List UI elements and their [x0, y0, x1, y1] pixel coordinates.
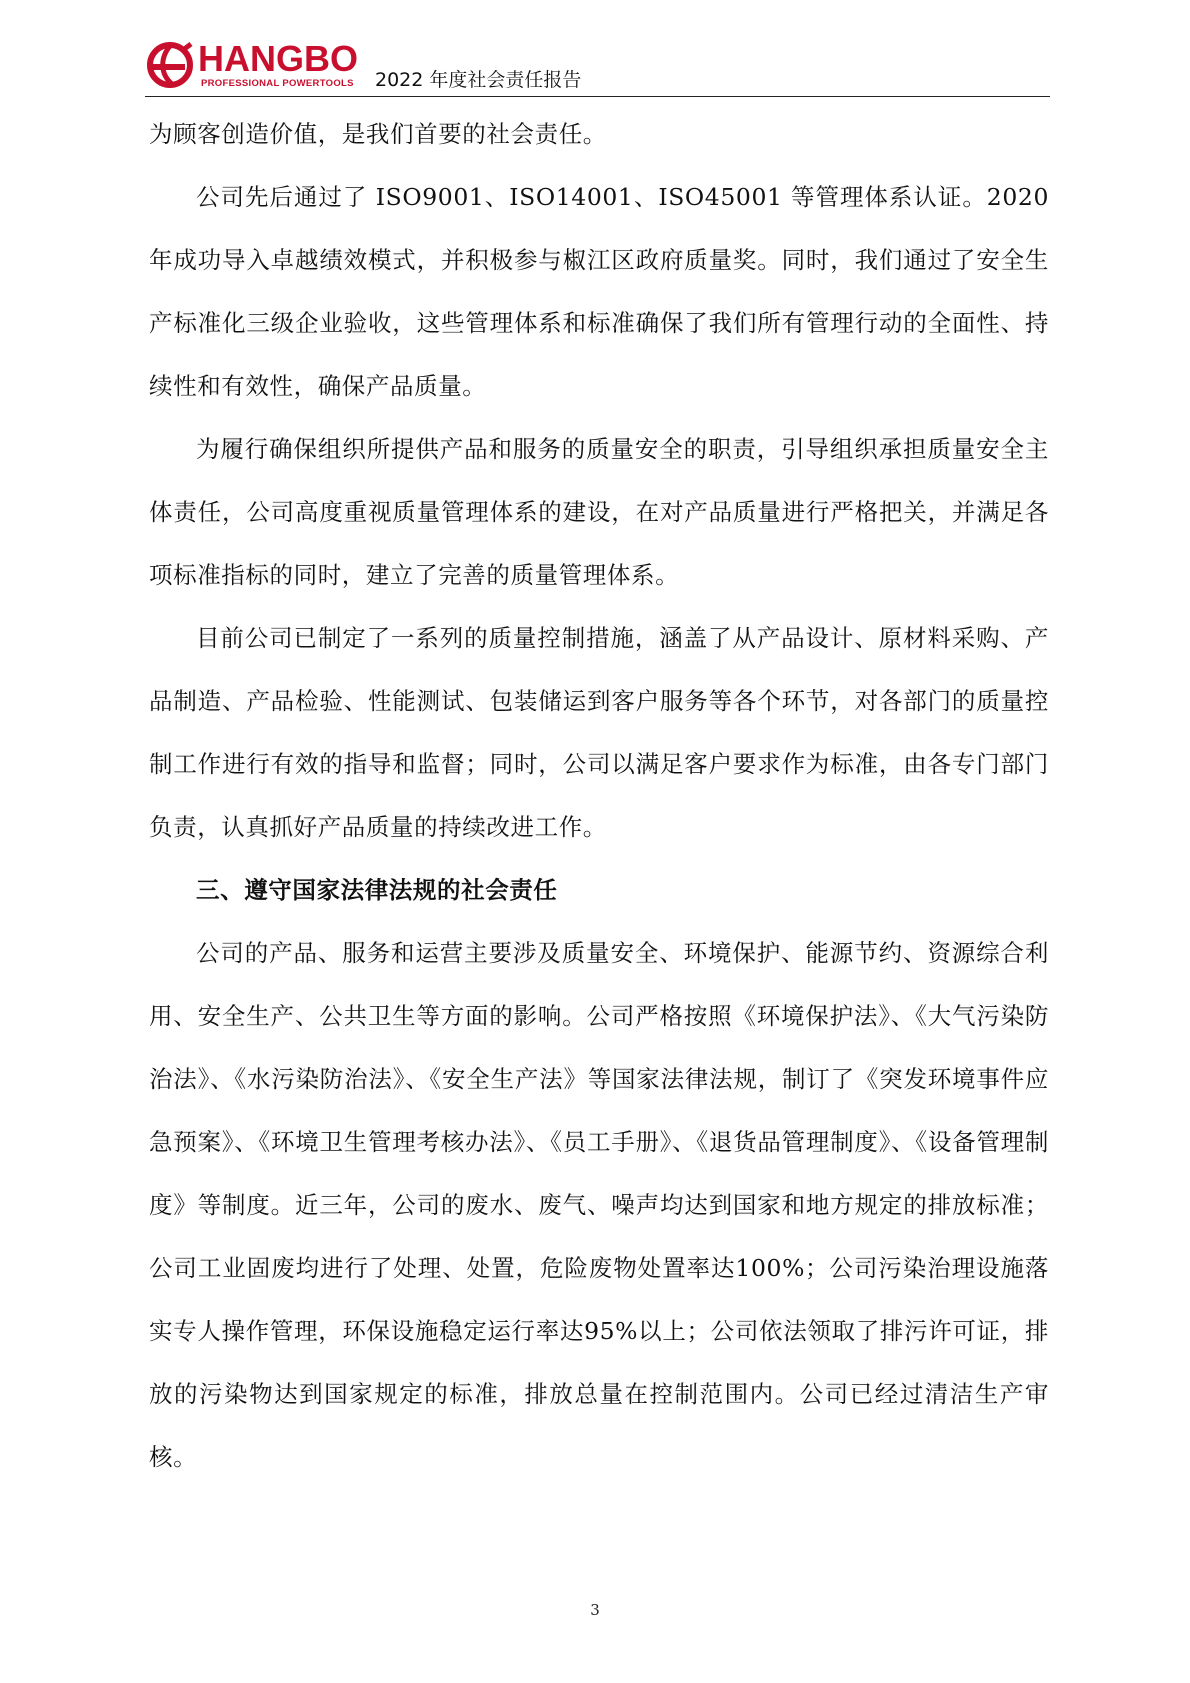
hangbo-logo [145, 38, 375, 94]
page-body [149, 103, 1049, 1489]
paragraph-certifications: 公司先后通过了 ISO9001、ISO14001、ISO45001 等管理体系认证。2020 年成功导入卓越绩效模式，并积极参与椒江区政府质量奖。同时，我们通过了安全生产标准化三级企业验收，这些管理体系和标准确保了我们所有管理行动的全面性、持续性和有效性，确保产品质量。 [149, 183, 1049, 400]
report-title: 2022 年度社会责任报告 [375, 69, 582, 91]
paragraph-quality-control: 目前公司已制定了一系列的质量控制措施，涵盖了从产品设计、原材料采购、产品制造、产品检验、性能测试、包装储运到客户服务等各个环节，对各部门的质量控制工作进行有效的指导和监督；同时，公司以满足客户要求作为标准，由各专门部门负责，认真抓好产品质量的持续改进工作。 [149, 624, 1049, 841]
brand-tagline: PROFESSIONAL POWERTOOLS [201, 78, 354, 89]
section-heading-legal-compliance: 三、遵守国家法律法规的社会责任 [196, 876, 558, 904]
page-number: 3 [590, 1601, 600, 1619]
paragraph-legal-compliance: 公司的产品、服务和运营主要涉及质量安全、环境保护、能源节约、资源综合利用、安全生产、公共卫生等方面的影响。公司严格按照《环境保护法》、《大气污染防治法》、《水污染防治法》、《安全生产法》等国家法律法规，制订了《突发环境事件应急预案》、《环境卫生管理考核办法》、《员工手册》、《退货品管理制度》、《设备管理制度》等制度。近三年，公司的废水、废气、噪声均达到国家和地方规定的排放标准；公司工业固废均进行了处理、处置，危险废物处置率达100%；公司污染治理设施落实专人操作管理，环保设施稳定运行率达95%以上；公司依法领取了排污许可证，排放的污染物达到国家规定的标准，排放总量在控制范围内。公司已经过清洁生产审核。 [149, 939, 1049, 1471]
page-header [145, 38, 1050, 100]
hangbo-logo-icon [145, 40, 195, 90]
brand-name: HANGBO [198, 38, 358, 79]
header-divider [145, 96, 1050, 97]
paragraph-quality-responsibility: 为履行确保组织所提供产品和服务的质量安全的职责，引导组织承担质量安全主体责任，公司高度重视质量管理体系的建设，在对产品质量进行严格把关，并满足各项标准指标的同时，建立了完善的质量管理体系。 [149, 435, 1049, 589]
paragraph-customer-value: 为顾客创造价值，是我们首要的社会责任。 [149, 120, 607, 148]
